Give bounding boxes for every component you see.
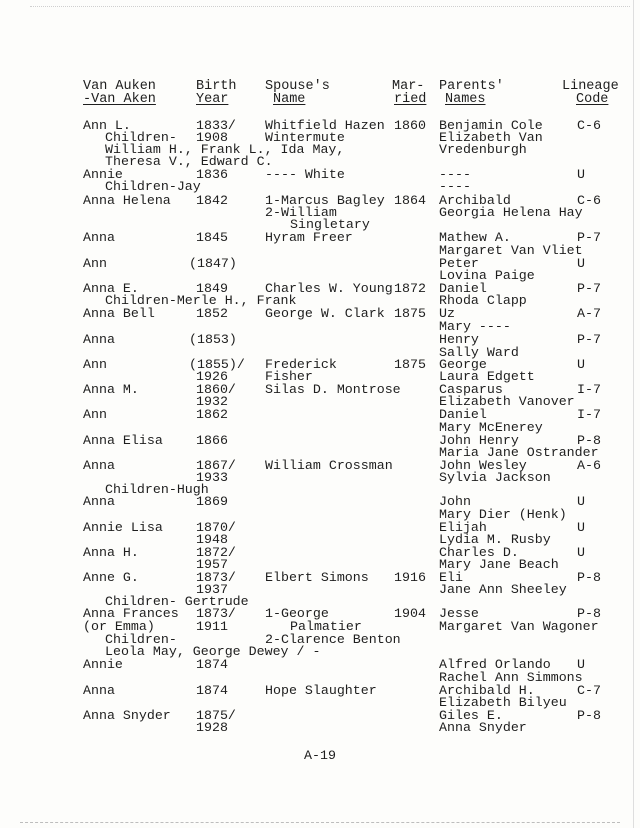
record-cell: 1833/ [196, 118, 236, 133]
record-cell: Children-Jay [105, 179, 201, 194]
record-cell: 1870/ [196, 520, 236, 535]
record-cell: Maria Jane Ostrander [439, 445, 599, 460]
record-cell: Anna Elisa [83, 433, 163, 448]
record-cell: 1926 [196, 369, 228, 384]
record-cell: Whitfield Hazen [265, 118, 385, 133]
record-cell: William H., Frank L., Ida May, [105, 142, 345, 157]
record-cell: (1853) [189, 332, 237, 347]
record-cell: Anna [83, 332, 115, 347]
record-cell: Children-Hugh [105, 482, 209, 497]
record-cell: U [577, 545, 585, 560]
header-spouses: Spouse's [265, 79, 330, 94]
record-cell: Anna [83, 494, 115, 509]
record-cell: Charles D. [439, 545, 519, 560]
record-cell: ---- [439, 179, 471, 194]
record-cell: Anna Snyder [83, 708, 171, 723]
record-cell: George W. Clark [265, 306, 385, 321]
record-cell: 2-William [265, 205, 337, 220]
record-cell: U [577, 357, 585, 372]
record-cell: Rachel Ann Simmons [439, 670, 583, 685]
record-cell: Leola May, George Dewey / - [105, 644, 321, 659]
record-cell: John Henry [439, 433, 519, 448]
record-cell: Anna Snyder [439, 720, 527, 735]
record-cell: Laura Edgett [439, 369, 535, 384]
record-cell: Margaret Van Wagoner [439, 619, 599, 634]
record-cell: Eli [439, 570, 463, 585]
record-cell: 1873/ [196, 570, 236, 585]
record-cell: Anna [83, 458, 115, 473]
header-van-aken: -Van Aken [83, 92, 156, 107]
header-birth: Birth [196, 79, 237, 94]
record-cell: Anna M. [83, 382, 139, 397]
record-cell: 1928 [196, 720, 228, 735]
record-cell: (or Emma) [83, 619, 155, 634]
record-cell: Children- [105, 632, 177, 647]
record-cell: John [439, 494, 471, 509]
page-edge-bottom [20, 822, 620, 823]
record-cell: Elijah [439, 520, 487, 535]
record-cell: 1957 [196, 557, 228, 572]
record-cell: Benjamin Cole [439, 118, 543, 133]
record-cell: P-8 [577, 570, 601, 585]
record-cell: 1874 [196, 683, 228, 698]
record-cell: 1916 [394, 570, 426, 585]
record-cell: Singletary [290, 217, 370, 232]
record-cell: A-7 [577, 306, 601, 321]
record-cell: 1873/ [196, 606, 236, 621]
record-cell: I-7 [577, 382, 601, 397]
record-cell: Children-Merle H., Frank [105, 293, 297, 308]
record-cell: Silas D. Montrose [265, 382, 401, 397]
record-cell: ---- White [265, 167, 345, 182]
record-cell: Lovina Paige [439, 268, 535, 283]
record-cell: 1866 [196, 433, 228, 448]
record-cell: Ann [83, 357, 107, 372]
record-cell: U [577, 520, 585, 535]
record-cell: C-6 [577, 118, 601, 133]
record-cell: 1836 [196, 167, 228, 182]
record-cell: C-7 [577, 683, 601, 698]
record-cell: (1855)/ [189, 357, 245, 372]
record-cell: Frederick [265, 357, 337, 372]
record-cell: Anna Frances [83, 606, 179, 621]
record-cell: Alfred Orlando [439, 657, 551, 672]
record-cell: Daniel [439, 281, 487, 296]
record-cell: Elizabeth Bilyeu [439, 695, 567, 710]
record-cell: 1875/ [196, 708, 236, 723]
record-cell: 1875 [394, 306, 426, 321]
record-cell: Archibald [439, 193, 511, 208]
record-cell: 2-Clarence Benton [265, 632, 401, 647]
record-cell: Georgia Helena Hay [439, 205, 583, 220]
record-cell: Sally Ward [439, 345, 519, 360]
record-cell: (1847) [189, 256, 237, 271]
record-cell: 1842 [196, 193, 228, 208]
record-cell: I-7 [577, 407, 601, 422]
record-cell: John Wesley [439, 458, 527, 473]
record-cell: Ann [83, 256, 107, 271]
record-cell: 1932 [196, 394, 228, 409]
record-cell: Sylvia Jackson [439, 470, 551, 485]
record-cell: Jesse [439, 606, 479, 621]
record-cell: Annie [83, 657, 123, 672]
record-cell: P-7 [577, 281, 601, 296]
record-cell: Hyram Freer [265, 230, 353, 245]
record-cell: Children- Gertrude [105, 594, 249, 609]
record-cell: Ann [83, 407, 107, 422]
record-cell: Annie Lisa [83, 520, 163, 535]
record-cell: ---- [439, 167, 471, 182]
record-cell: Anna [83, 230, 115, 245]
record-cell: George [439, 357, 487, 372]
record-cell: Rhoda Clapp [439, 293, 527, 308]
record-cell: Peter [439, 256, 479, 271]
record-cell: Anna Helena [83, 193, 171, 208]
record-cell: Jane Ann Sheeley [439, 582, 567, 597]
record-cell: 1933 [196, 470, 228, 485]
record-cell: Palmatier [290, 619, 362, 634]
record-cell: Anna [83, 683, 115, 698]
record-cell: Anne G. [83, 570, 139, 585]
record-cell: 1872 [394, 281, 426, 296]
record-cell: U [577, 657, 585, 672]
record-cell: Mary Dier (Henk) [439, 507, 567, 522]
record-cell: Charles W. Young [265, 281, 393, 296]
record-cell: Anna E. [83, 281, 139, 296]
record-cell: 1875 [394, 357, 426, 372]
record-cell: Children- [105, 130, 177, 145]
record-cell: 1-George [265, 606, 329, 621]
record-cell: P-8 [577, 708, 601, 723]
page-number: A-19 [304, 748, 336, 763]
record-cell: 1872/ [196, 545, 236, 560]
record-cell: 1-Marcus Bagley [265, 193, 385, 208]
record-cell: P-7 [577, 332, 601, 347]
record-cell: Uz [439, 306, 455, 321]
record-cell: Anna Bell [83, 306, 155, 321]
record-cell: 1904 [394, 606, 426, 621]
header-van-auken: Van Auken [83, 79, 156, 94]
record-cell: 1852 [196, 306, 228, 321]
record-cell: Mathew A. [439, 230, 511, 245]
record-cell: U [577, 494, 585, 509]
header-code: Code [576, 92, 609, 107]
header-names: Names [445, 92, 486, 107]
record-cell: Ann L. [83, 118, 131, 133]
record-cell: Mary Jane Beach [439, 557, 559, 572]
record-cell: Theresa V., Edward C. [105, 154, 273, 169]
record-cell: 1911 [196, 619, 228, 634]
record-cell: P-8 [577, 433, 601, 448]
record-cell: Henry [439, 332, 479, 347]
header-ried: ried [394, 92, 427, 107]
record-cell: Hope Slaughter [265, 683, 377, 698]
record-cell: 1860 [394, 118, 426, 133]
record-cell: P-8 [577, 606, 601, 621]
header-mar: Mar- [392, 79, 425, 94]
record-cell: Archibald H. [439, 683, 535, 698]
record-cell: 1849 [196, 281, 228, 296]
record-cell: Wintermute [265, 130, 345, 145]
record-cell: Annie [83, 167, 123, 182]
header-year: Year [196, 92, 229, 107]
record-cell: Elbert Simons [265, 570, 369, 585]
record-cell: C-6 [577, 193, 601, 208]
record-cell: Elizabeth Van [439, 130, 543, 145]
record-cell: 1937 [196, 582, 228, 597]
record-cell: Fisher [265, 369, 313, 384]
header-name: Name [273, 92, 306, 107]
header-parents: Parents' [439, 79, 504, 94]
record-cell: Daniel [439, 407, 487, 422]
record-cell: U [577, 256, 585, 271]
record-cell: Casparus [439, 382, 503, 397]
record-cell: U [577, 167, 585, 182]
record-cell: 1874 [196, 657, 228, 672]
record-cell: Elizabeth Vanover [439, 394, 575, 409]
page-edge-top [30, 6, 630, 7]
record-cell: William Crossman [265, 458, 393, 473]
record-cell: 1845 [196, 230, 228, 245]
record-cell: Vredenburgh [439, 142, 527, 157]
record-cell: 1869 [196, 494, 228, 509]
record-cell: 1860/ [196, 382, 236, 397]
record-cell: 1862 [196, 407, 228, 422]
record-cell: P-7 [577, 230, 601, 245]
record-cell: Mary ---- [439, 319, 511, 334]
record-cell: 1948 [196, 532, 228, 547]
record-cell: Lydia M. Rusby [439, 532, 551, 547]
record-cell: Margaret Van Vliet [439, 243, 583, 258]
record-cell: Giles E. [439, 708, 503, 723]
record-cell: 1864 [394, 193, 426, 208]
record-cell: 1867/ [196, 458, 236, 473]
header-lineage: Lineage [562, 79, 619, 94]
record-cell: 1908 [196, 130, 228, 145]
record-cell: Mary McEnerey [439, 420, 543, 435]
record-cell: Anna H. [83, 545, 139, 560]
record-cell: A-6 [577, 458, 601, 473]
